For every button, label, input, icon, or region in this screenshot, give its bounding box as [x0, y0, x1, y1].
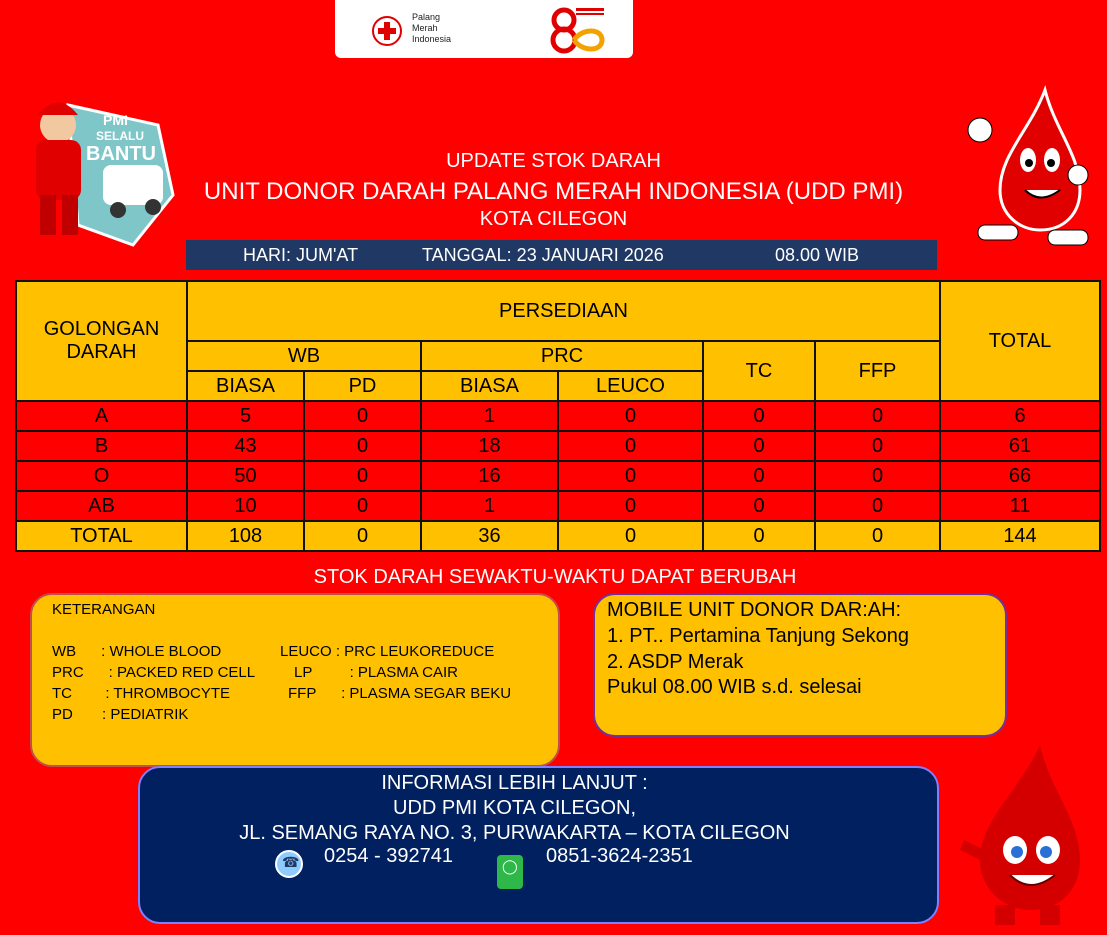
cell-prc-leuco: 0 [558, 491, 703, 521]
cell-prc-leuco: 0 [558, 521, 703, 551]
mascot-text: BANTU [86, 143, 156, 165]
title-update: UPDATE STOK DARAH [446, 150, 661, 172]
anniversary-logo-icon [544, 6, 606, 54]
cell-tc: 0 [703, 461, 815, 491]
info-name: UDD PMI KOTA CILEGON, [393, 797, 636, 819]
pmi-logo-line: Palang [412, 12, 441, 22]
cell-prc-biasa: 36 [421, 521, 558, 551]
info-heading: INFORMASI LEBIH LANJUT : [381, 772, 648, 794]
cell-tc: 0 [703, 431, 815, 461]
header-wb: WB [187, 341, 421, 371]
legend-tc: TC : THROMBOCYTE [52, 685, 231, 702]
cell-wb-biasa: 50 [187, 461, 304, 491]
legend-lp: LP : PLASMA CAIR [294, 664, 458, 681]
header-wb-biasa: BIASA [187, 371, 304, 401]
date-bar [186, 240, 937, 270]
cell-wb-pd: 0 [304, 431, 421, 461]
header-prc-biasa: BIASA [421, 371, 558, 401]
legend-leuco: LEUCO : PRC LEUKOREDUCE [280, 643, 495, 660]
info-address: JL. SEMANG RAYA NO. 3, PURWAKARTA – KOTA CILEGON [239, 822, 790, 844]
cell-golongan: O [16, 461, 187, 491]
cell-total: 144 [940, 521, 1100, 551]
legend-pd: PD : PEDIATRIK [52, 706, 189, 723]
mobile-item: 1. PT.. Pertamina Tanjung Sekong [607, 625, 910, 647]
cell-wb-pd: 0 [304, 461, 421, 491]
header-total: TOTAL [940, 281, 1100, 401]
table-row [16, 401, 1100, 431]
stock-change-note: STOK DARAH SEWAKTU-WAKTU DAPAT BERUBAH [313, 566, 797, 588]
cell-golongan: AB [16, 491, 187, 521]
header-prc: PRC [421, 341, 703, 371]
table-row [16, 461, 1100, 491]
mobile-time: Pukul 08.00 WIB s.d. selesai [607, 676, 862, 698]
info-box [138, 766, 939, 924]
cell-ffp: 0 [815, 401, 940, 431]
legend-wb: WB : WHOLE BLOOD [52, 643, 222, 660]
cell-wb-pd: 0 [304, 401, 421, 431]
cell-prc-leuco: 0 [558, 431, 703, 461]
cell-prc-biasa: 16 [421, 461, 558, 491]
header-wb-pd: PD [304, 371, 421, 401]
table-row [16, 431, 1100, 461]
cell-tc: 0 [703, 521, 815, 551]
legend-ffp: FFP : PLASMA SEGAR BEKU [288, 685, 512, 702]
day-label: HARI: JUM'AT [243, 245, 359, 265]
date-label: TANGGAL: 23 JANUARI 2026 [422, 245, 664, 265]
cell-tc: 0 [703, 491, 815, 521]
cell-wb-pd: 0 [304, 521, 421, 551]
cell-total: 11 [940, 491, 1100, 521]
legend-prc: PRC : PACKED RED CELL [52, 664, 256, 681]
cell-ffp: 0 [815, 431, 940, 461]
cell-wb-biasa: 43 [187, 431, 304, 461]
pmi-logo-text [412, 12, 451, 45]
cell-golongan: A [16, 401, 187, 431]
header-prc-leuco: LEUCO [558, 371, 703, 401]
title-city: KOTA CILEGON [479, 208, 628, 230]
mobile-unit-box [593, 593, 1007, 737]
cell-total: 66 [940, 461, 1100, 491]
mobile-title: MOBILE UNIT DONOR DAR:AH: [607, 599, 902, 621]
cell-wb-pd: 0 [304, 491, 421, 521]
header-ffp: FFP [815, 341, 940, 401]
cell-total: 61 [940, 431, 1100, 461]
pmi-logo-icon [372, 16, 402, 46]
mascot-text: PMI [103, 112, 128, 128]
header-persediaan: PERSEDIAAN [187, 281, 940, 341]
cell-wb-biasa: 108 [187, 521, 304, 551]
title-unit: UNIT DONOR DARAH PALANG MERAH INDONESIA (UDD PMI) [203, 178, 904, 205]
legend-box [30, 593, 560, 767]
mobile-item: 2. ASDP Merak [607, 651, 744, 673]
phone-icon [275, 850, 303, 878]
cell-prc-biasa: 1 [421, 401, 558, 431]
cell-ffp: 0 [815, 521, 940, 551]
cell-prc-biasa: 18 [421, 431, 558, 461]
cell-wb-biasa: 5 [187, 401, 304, 431]
cell-prc-biasa: 1 [421, 491, 558, 521]
cell-tc: 0 [703, 401, 815, 431]
cell-prc-leuco: 0 [558, 461, 703, 491]
pmi-logo-line: Merah [412, 23, 438, 33]
cell-ffp: 0 [815, 461, 940, 491]
legend-title: KETERANGAN [52, 601, 156, 618]
pmi-logo-line: Indonesia [412, 34, 452, 44]
whatsapp-number[interactable]: 0851-3624-2351 [546, 845, 693, 867]
cell-total: 6 [940, 401, 1100, 431]
header-golongan: GOLONGAN DARAH [16, 281, 187, 401]
cell-wb-biasa: 10 [187, 491, 304, 521]
blood-drop-mascot-bottom-icon [950, 740, 1090, 930]
cell-ffp: 0 [815, 491, 940, 521]
cell-golongan: B [16, 431, 187, 461]
mascot-text: SELALU [96, 129, 144, 143]
header-tc: TC [703, 341, 815, 401]
blood-stock-table [15, 280, 1101, 552]
table-row [16, 491, 1100, 521]
total-row [16, 521, 1100, 551]
whatsapp-icon [497, 855, 523, 889]
time-label: 08.00 WIB [775, 245, 860, 265]
phone-number[interactable]: 0254 - 392741 [324, 845, 454, 867]
cell-golongan: TOTAL [16, 521, 187, 551]
cell-prc-leuco: 0 [558, 401, 703, 431]
